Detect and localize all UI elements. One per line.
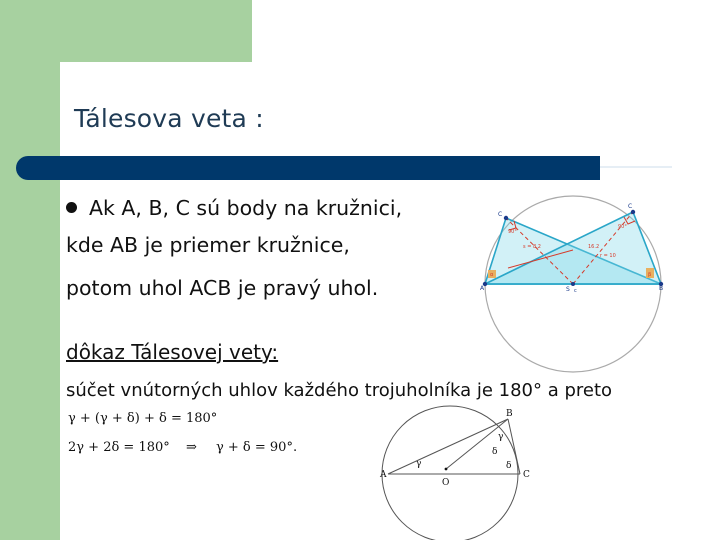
- formula-1: γ + (γ + δ) + δ = 180°: [68, 411, 218, 426]
- label-a2: A: [380, 470, 387, 480]
- point-o: [445, 468, 448, 471]
- label-r1: r = 10: [600, 253, 616, 259]
- label-a: A: [480, 285, 485, 292]
- median-ob: [446, 419, 508, 469]
- label-delta-2: δ: [506, 461, 512, 471]
- theorem-line-2: kde AB je priemer kružnice,: [66, 233, 350, 257]
- title-bar-tail: [600, 166, 672, 168]
- formula-2: 2γ + 2δ = 180°: [68, 440, 170, 455]
- point-c1: [504, 216, 508, 220]
- label-c1: C: [498, 211, 503, 218]
- title-underline-bar: [16, 156, 600, 180]
- label-b: B: [659, 285, 664, 292]
- label-c-side: c: [574, 288, 577, 294]
- label-90-2: 90°: [618, 224, 627, 230]
- label-d1: 16.2: [588, 244, 600, 250]
- theorem-line-3: potom uhol ACB je pravý uhol.: [66, 276, 379, 300]
- side-ab: [388, 419, 508, 474]
- label-gamma-1: γ: [416, 459, 422, 469]
- label-c3: C: [523, 470, 530, 480]
- point-c2: [631, 210, 635, 214]
- point-s: [571, 282, 575, 286]
- label-beta: β: [648, 272, 652, 278]
- label-s-measure: s = 8.2: [523, 244, 541, 250]
- label-alpha: α: [490, 272, 494, 278]
- bullet-icon: [66, 202, 77, 213]
- formula-arrow: ⇒: [186, 440, 197, 455]
- angle-sum-text: súčet vnútorných uhlov každého trojuholníka je 180° a preto: [66, 380, 613, 401]
- label-b2: B: [506, 409, 513, 419]
- label-c2: C: [628, 203, 633, 210]
- thales-diagram-2: [380, 405, 540, 540]
- theorem-line-1-text: Ak A, B, C sú body na kružnici,: [89, 196, 403, 220]
- label-o: O: [442, 478, 450, 488]
- formula-3: γ + δ = 90°.: [216, 440, 298, 455]
- label-90-1: 90°: [508, 229, 517, 235]
- circle-2: [382, 406, 518, 540]
- thales-diagram-1: [478, 190, 668, 375]
- label-gamma-2: γ: [498, 432, 504, 442]
- label-s: S: [566, 286, 570, 293]
- label-delta-1: δ: [492, 447, 498, 457]
- proof-heading: dôkaz Tálesovej vety:: [66, 340, 279, 364]
- slide-title: Tálesova veta :: [74, 104, 264, 133]
- green-left-band: [0, 0, 60, 540]
- theorem-line-1: [66, 196, 402, 220]
